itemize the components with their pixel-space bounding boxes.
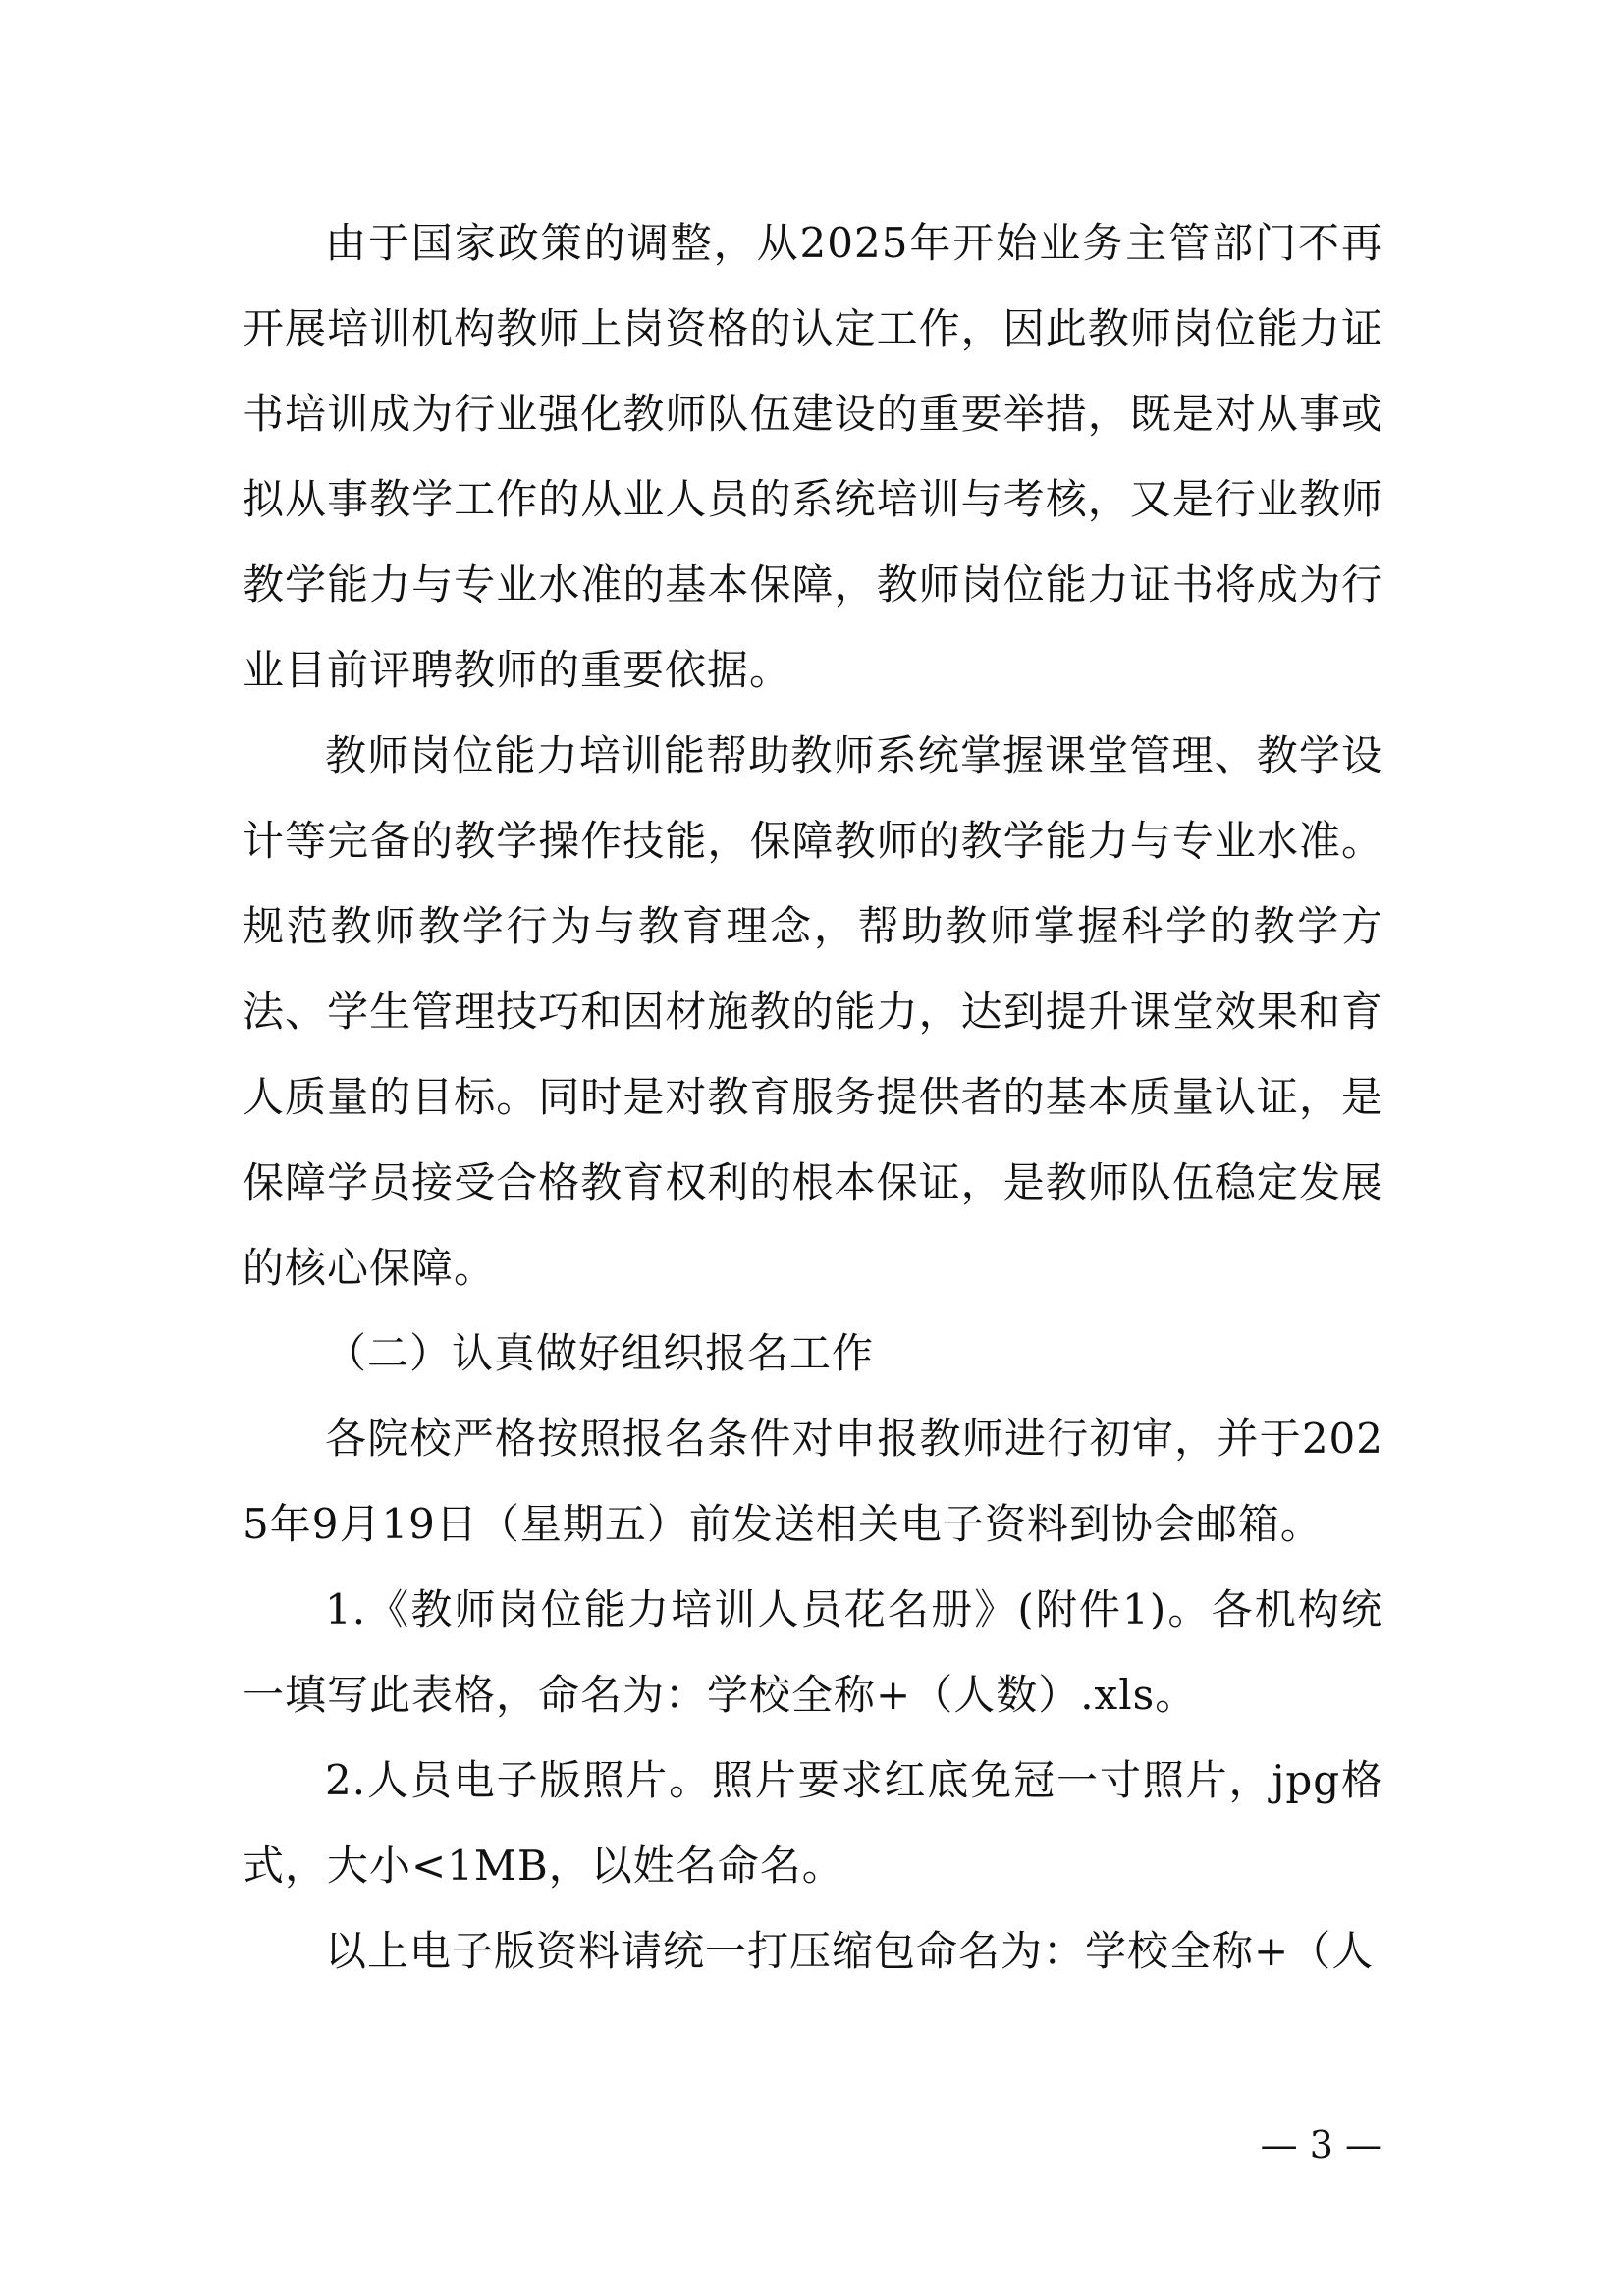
document-body (243, 200, 1383, 1994)
training-purpose-paragraph: 教师岗位能力培训能帮助教师系统掌握课堂管理、教学设计等完备的教学操作技能，保障教师的教学能力与专业水准。规范教师教学行为与教育理念，帮助教师掌握科学的教学方法、学生管理技巧和因材施教的能力，达到提升课堂效果和育人质量的目标。同时是对教育服务提供者的基本质量认证，是保障学员接受合格教育权利的根本保证，是教师队伍稳定发展的核心保障。 (243, 731, 1383, 1292)
registration-section-heading: （二）认真做好组织报名工作 (325, 1329, 875, 1377)
roster-requirement-paragraph: 1.《教师岗位能力培训人员花名册》(附件1)。各机构统一填写此表格，命名为：学校全称+（人数）.xls。 (243, 1585, 1383, 1719)
initial-review-paragraph: 各院校严格按照报名条件对申报教师进行初审，并于2025年9月19日（星期五）前发送相关电子资料到协会邮箱。 (243, 1415, 1383, 1548)
photo-requirement-paragraph: 2.人员电子版照片。照片要求红底免冠一寸照片，jpg格式，大小<1MB，以姓名命名。 (243, 1756, 1383, 1890)
compression-instruction-paragraph: 以上电子版资料请统一打压缩包命名为：学校全称+（人 (325, 1927, 1375, 1975)
page-number: — 3 — (1260, 2123, 1382, 2166)
policy-adjustment-paragraph: 由于国家政策的调整，从2025年开始业务主管部门不再开展培训机构教师上岗资格的认定工作，因此教师岗位能力证书培训成为行业强化教师队伍建设的重要举措，既是对从事或拟从事教学工作的从业人员的系统培训与考核，又是行业教师教学能力与专业水准的基本保障，教师岗位能力证书将成为行业目前评聘教师的重要依据。 (243, 219, 1383, 694)
